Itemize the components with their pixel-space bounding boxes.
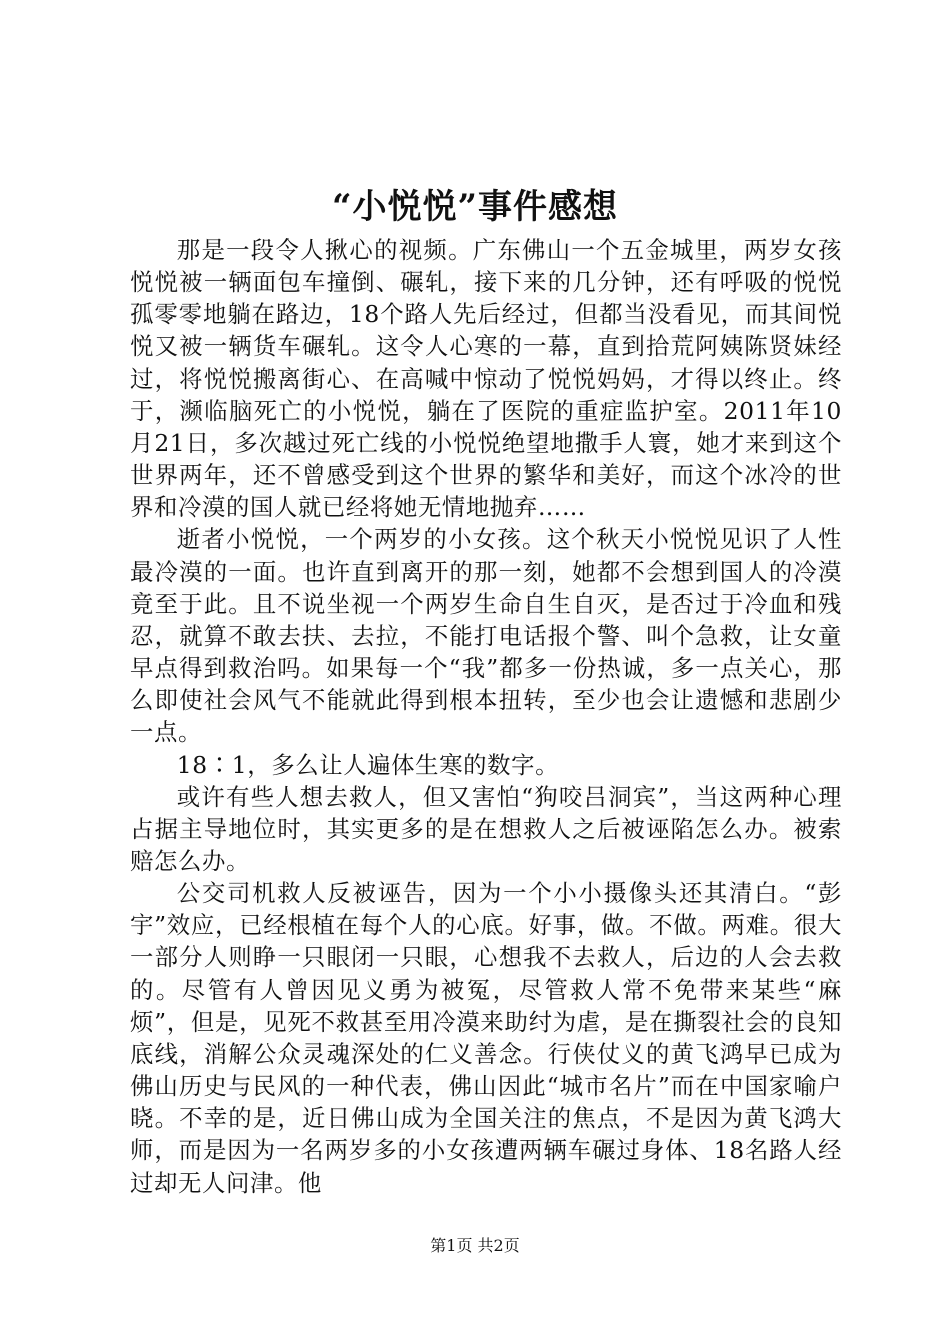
page-footer: 第1页 共2页: [430, 1236, 520, 1255]
paragraph-3: 18∶1，多么让人遍体生寒的数字。: [176, 750, 560, 779]
paragraph-4: 或许有些人想去救人，但又害怕“狗咬吕洞宾”，当这两种心理占据主导地位时，其实更多的是在想救人之后被诬陷怎么办。被索赔怎么办。: [130, 782, 842, 875]
document-title: “小悦悦”事件感想: [331, 187, 619, 227]
paragraph-2: 逝者小悦悦，一个两岁的小女孩。这个秋天小悦悦见识了人性最冷漠的一面。也许直到离开的那一刻，她都不会想到国人的冷漠竟至于此。且不说坐视一个两岁生命自生自灭，是否过于冷血和残忍，就算不敢去扶、去拉，不能打电话报个警、叫个急救，让女童早点得到救治吗。如果每一个“我”都多一份热诚，多一点关心，那么即使社会风气不能就此得到根本扭转，至少也会让遗憾和悲剧少一点。: [130, 525, 842, 747]
paragraph-1: 那是一段令人揪心的视频。广东佛山一个五金城里，两岁女孩悦悦被一辆面包车撞倒、碾轧，接下来的几分钟，还有呼吸的悦悦孤零零地躺在路边，18个路人先后经过，但都当没看见，而其间悦悦又被一辆货车碾轧。这令人心寒的一幕，直到拾荒阿姨陈贤妹经过，将悦悦搬离街心、在高喊中惊动了悦悦妈妈，才得以终止。终于，濒临脑死亡的小悦悦，躺在了医院的重症监护室。2011年10月21日，多次越过死亡线的小悦悦绝望地撒手人寰，她才来到这个世界两年，还不曾感受到这个世界的繁华和美好，而这个冰冷的世界和冷漠的国人就已经将她无情地抛弃……: [130, 236, 842, 522]
paragraph-5: 公交司机救人反被诬告，因为一个小小摄像头还其清白。“彭宇”效应，已经根植在每个人的心底。好事，做。不做。两难。很大一部分人则睁一只眼闭一只眼，心想我不去救人，后边的人会去救的。尽管有人曾因见义勇为被冤，尽管救人常不免带来某些“麻烦”，但是，见死不救甚至用冷漠来助纣为虐，是在撕裂社会的良知底线，消解公众灵魂深处的仁义善念。行侠仗义的黄飞鸿早已成为佛山历史与民风的一种代表，佛山因此“城市名片”而在中国家喻户晓。不幸的是，近日佛山成为全国关注的焦点，不是因为黄飞鸿大师，而是因为一名两岁多的小女孩遭两辆车碾过身体、18名路人经过却无人问津。他: [130, 879, 842, 1197]
document-body: [130, 234, 842, 1199]
